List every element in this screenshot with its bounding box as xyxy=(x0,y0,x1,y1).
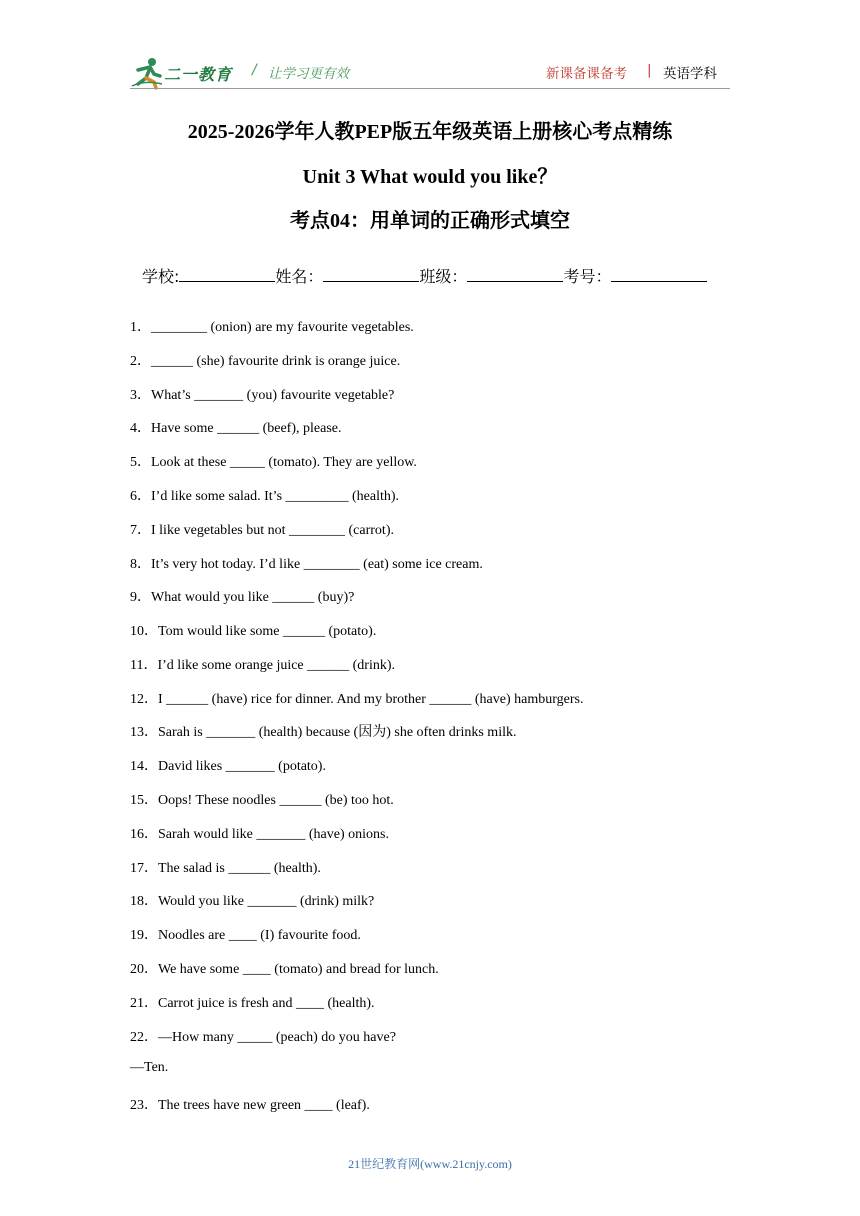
topic-title: 考点04：用单词的正确形式填空 xyxy=(290,210,570,232)
logo xyxy=(130,56,242,90)
page-header xyxy=(0,0,860,100)
question-item: 21．Carrot juice is fresh and ____ (health). xyxy=(130,996,375,1011)
page-footer: 21世纪教育网(www.21cnjy.com) xyxy=(348,1157,512,1171)
question-item: 1．________ (onion) are my favourite vegetables. xyxy=(130,320,414,335)
document-title: 2025-2026学年人教PEP版五年级英语上册核心考点精练 xyxy=(187,121,673,143)
question-item: 17．The salad is ______ (health). xyxy=(130,861,321,876)
runner-logo-icon xyxy=(130,56,164,90)
question-item: 20．We have some ____ (tomato) and bread for lunch. xyxy=(130,962,439,977)
question-item: 12．I ______ (have) rice for dinner. And my brother ______ (have) hamburgers. xyxy=(130,692,584,707)
question-item: 2．______ (she) favourite drink is orange juice. xyxy=(130,354,401,369)
class-label: 班级： xyxy=(419,267,468,286)
slogan: 让学习更有效 xyxy=(268,66,349,82)
school-label: 学校: xyxy=(142,267,180,286)
student-info-line xyxy=(142,264,707,287)
course-label: 新课备课备考 xyxy=(546,66,627,82)
header-divider xyxy=(130,88,730,89)
question-item: 18．Would you like _______ (drink) milk? xyxy=(130,894,375,909)
subject-label: 英语学科 xyxy=(663,66,717,82)
question-item: 23．The trees have new green ____ (leaf). xyxy=(130,1098,370,1113)
question-item: 9．What would you like ______ (buy)? xyxy=(130,590,355,605)
logo-text: 二一教育 xyxy=(164,65,233,84)
answer-line: —Ten. xyxy=(130,1060,169,1075)
question-item: 8．It’s very hot today. I’d like ________ (eat) some ice cream. xyxy=(130,557,483,572)
question-item: 22．—How many _____ (peach) do you have? xyxy=(130,1030,396,1045)
class-field[interactable] xyxy=(467,266,563,282)
question-item: 7．I like vegetables but not ________ (carrot). xyxy=(130,523,394,538)
question-item: 10．Tom would like some ______ (potato). xyxy=(130,624,377,639)
question-item: 15．Oops! These noodles ______ (be) too hot. xyxy=(130,793,394,808)
name-label: 姓名： xyxy=(275,267,324,286)
question-item: 19．Noodles are ____ (I) favourite food. xyxy=(130,928,361,943)
question-item: 6．I’d like some salad. It’s _________ (health). xyxy=(130,489,400,504)
exam-number-label: 考号： xyxy=(563,267,612,286)
question-item: 4．Have some ______ (beef), please. xyxy=(130,421,342,436)
question-item: 13．Sarah is _______ (health) because (因为) she often drinks milk. xyxy=(130,725,517,740)
question-item: 3．What’s _______ (you) favourite vegetable? xyxy=(130,388,395,403)
name-field[interactable] xyxy=(323,266,419,282)
header-separator: | xyxy=(647,62,652,78)
school-field[interactable] xyxy=(179,266,275,282)
question-item: 5．Look at these _____ (tomato). They are yellow. xyxy=(130,455,417,470)
question-item: 16．Sarah would like _______ (have) onions. xyxy=(130,827,389,842)
question-item: 14．David likes _______ (potato). xyxy=(130,759,326,774)
unit-title: Unit 3 What would you like？ xyxy=(302,166,558,188)
slogan-separator: / xyxy=(252,62,257,78)
question-item: 11．I’d like some orange juice ______ (drink). xyxy=(130,658,396,673)
exam-number-field[interactable] xyxy=(611,266,707,282)
